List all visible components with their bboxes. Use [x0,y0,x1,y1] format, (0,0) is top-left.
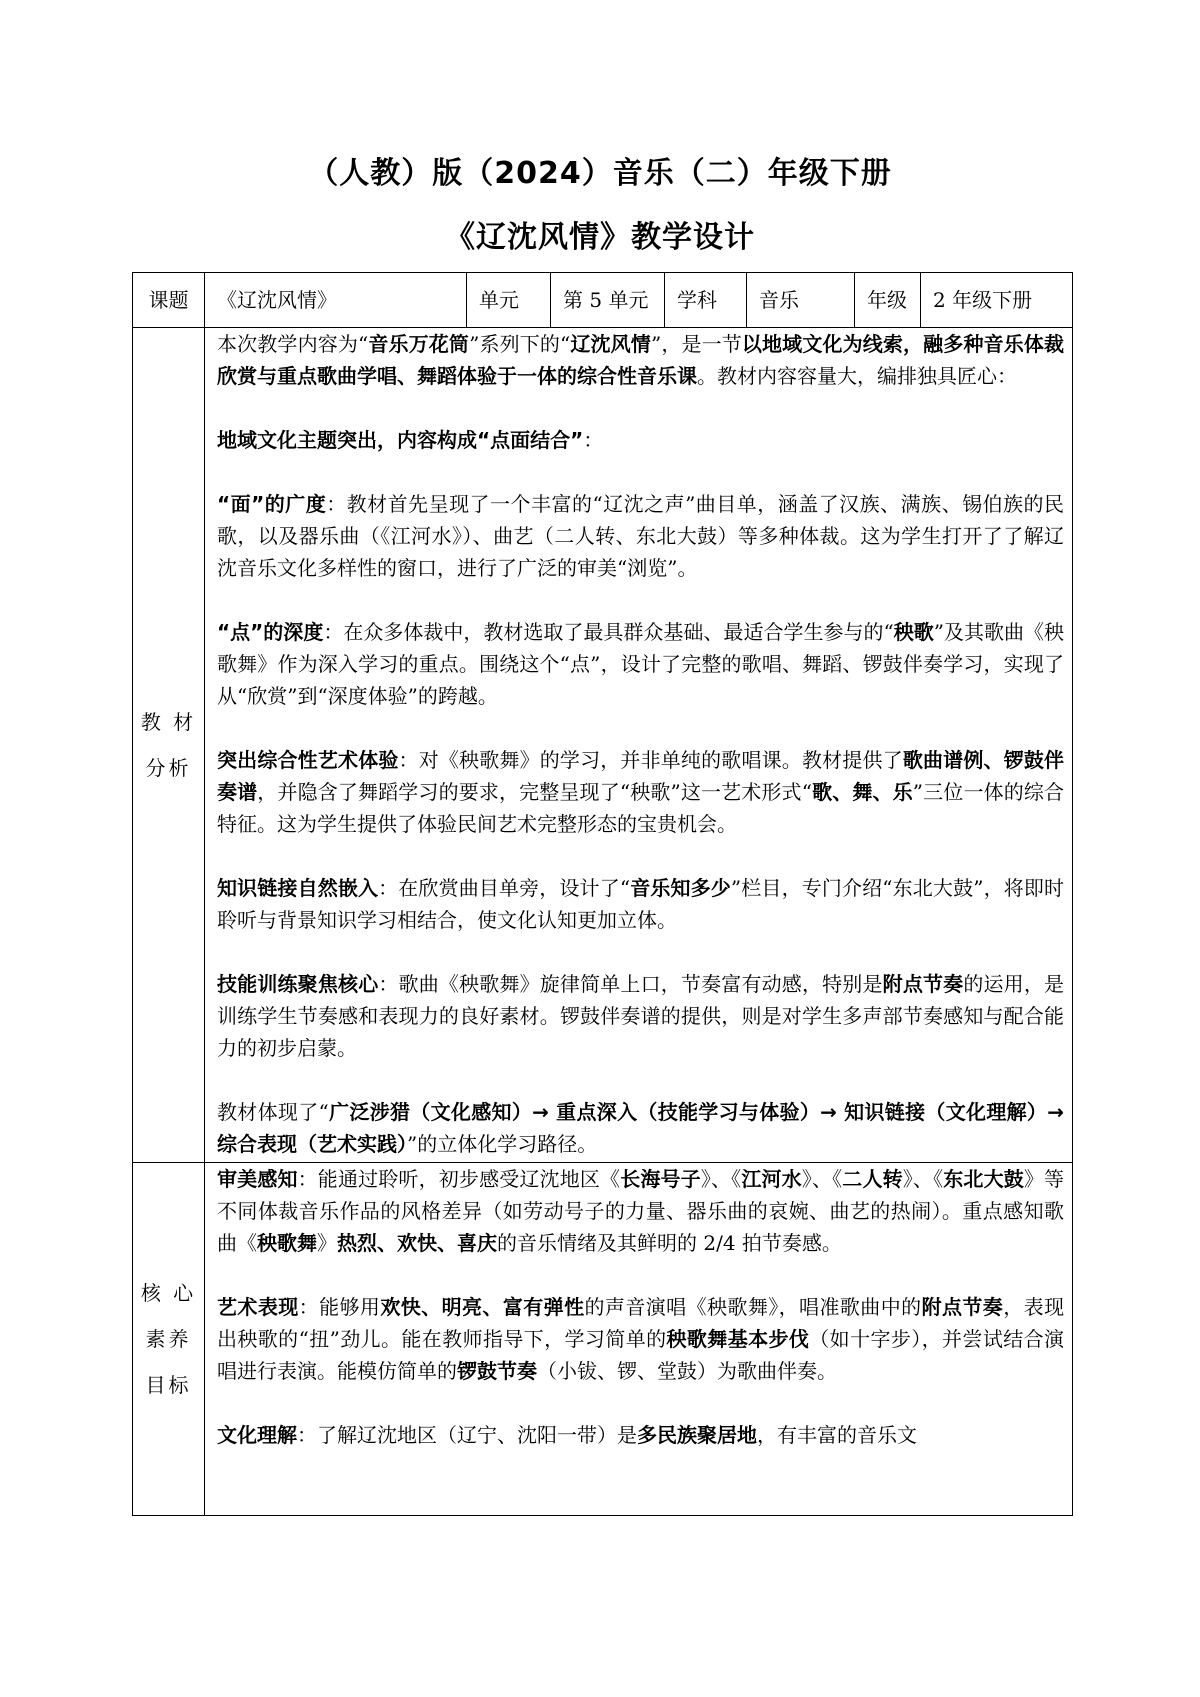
paragraph [217,1419,1064,1451]
paragraph [217,968,1064,1064]
material-analysis-row [133,328,1073,1163]
text-run: ，表现出秧歌的“扭”劲儿。能在教师指导下，学习简单的 [217,1295,1065,1351]
paragraph [217,488,1064,584]
paragraph [217,1163,1064,1259]
text-run: ：在欣赏曲目单旁，设计了“ [378,876,631,900]
text-run: ：对《秧歌舞》的学习，并非单纯的歌唱课。教材提供了 [398,748,903,772]
bold-text-run: 锣鼓节奏 [457,1359,537,1383]
bold-text-run: 技能训练聚焦核心 [217,972,379,996]
paragraph [217,328,1064,392]
topic-label: 课题 [133,273,205,328]
text-run: ：在众多体裁中，教材选取了最具群众基础、最适合学生参与的“ [323,620,894,644]
bold-text-run: 欢快、明亮、富有弹性 [380,1295,585,1319]
bold-text-run: 地域文化主题突出，内容构成“点面结合” [217,428,584,452]
subject-label: 学科 [665,273,747,328]
subject-value: 音乐 [747,273,855,328]
bold-text-run: 突出综合性艺术体验 [217,748,399,772]
bold-text-run: “点”的深度 [217,620,324,644]
bold-text-run: 歌、舞、乐 [811,780,913,804]
text-run: ”及其歌曲《秧歌舞》作为深入学习的重点。围绕这个“点”，设计了完整的歌唱、舞蹈、锣鼓伴奏学习，实现了从“欣赏”到“深度体验”的跨越。 [217,620,1065,708]
text-run: 》 [317,1231,337,1255]
bold-text-run: 江河水 [741,1167,802,1191]
text-run: ：教材首先呈现了一个丰富的“辽沈之声”曲目单，涵盖了汉族、满族、锡伯族的民歌，以及器乐曲（《江河水》）、曲艺（二人转、东北大鼓）等多种体裁。这为学生打开了了解辽沈音乐文化多样性的窗口，进行了广泛的审美“浏览”。 [217,492,1064,580]
bold-text-run: “面”的广度 [217,492,327,516]
core-literacy-content [205,1163,1073,1516]
bold-text-run: 附点节奏 [921,1295,1004,1319]
core-label-line: 核 心 [140,1281,197,1305]
text-run: ”三位一体的综合特征。这为学生提供了体验民间艺术完整形态的宝贵机会。 [217,780,1065,836]
text-run: ：歌曲《秧歌舞》旋律简单上口，节奏富有动感，特别是 [378,972,883,996]
text-run: ，并隐含了舞蹈学习的要求，完整呈现了“秧歌”这一艺术形式“ [257,780,812,804]
bold-text-run: 秧歌 [893,620,934,644]
text-run: 》、《 [700,1167,742,1191]
text-run: ”的立体化学习路径。 [407,1132,598,1156]
material-analysis-label [133,328,205,1163]
core-label-line: 目标 [145,1373,192,1397]
text-run: 的运用，是训练学生节奏感和表现力的良好素材。锣鼓伴奏谱的提供，则是对学生多声部节奏感知与配合能力的初步启蒙。 [217,972,1065,1060]
text-run: ”，是一节 [650,332,742,356]
text-run: 的声音演唱《秧歌舞》，唱准歌曲中的 [584,1295,922,1319]
paragraph [217,616,1064,712]
bold-text-run: 歌曲谱例、锣鼓伴奏谱 [217,748,1065,804]
text-run: 》、《 [801,1167,843,1191]
bold-text-run: 以地域文化为线索，融多种音乐体裁欣赏与重点歌曲学唱、舞蹈体验于一体的综合性音乐课 [217,332,1065,388]
text-run: （小钹、锣、堂鼓）为歌曲伴奏。 [537,1359,837,1383]
page-subtitle: 《辽沈风情》教学设计 [445,220,755,255]
bold-text-run: 广泛涉猎（文化感知）→ 重点深入（技能学习与体验）→ 知识链接（文化理解）→ 综合表现（艺术实践） [217,1100,1064,1156]
text-run: 》、《 [902,1167,944,1191]
bold-text-run: 秧歌舞基本步伐 [666,1327,810,1351]
bold-text-run: 附点节奏 [882,972,964,996]
bold-text-run: 音乐知多少 [630,876,731,900]
grade-value: 2 年级下册 [921,273,1073,328]
paragraph [217,744,1064,840]
paragraph [217,1291,1064,1387]
text-run: ”栏目，专门介绍“东北大鼓”，将即时聆听与背景知识学习相结合，使文化认知更加立体。 [217,876,1064,932]
text-run: 的音乐情绪及其鲜明的 2/4 拍节奏感。 [497,1231,842,1255]
topic-value: 《辽沈风情》 [205,273,467,328]
core-label-line: 素养 [145,1327,192,1351]
text-run: ”系列下的“ [469,332,571,356]
grade-label: 年级 [855,273,921,328]
text-run: 教材体现了“ [217,1100,329,1124]
bold-text-run: 艺术表现 [217,1295,299,1319]
material-label-line: 分析 [145,756,192,780]
bold-text-run: 东北大鼓 [943,1167,1024,1191]
paragraph [217,424,1064,456]
text-run: ：能够用 [298,1295,381,1319]
bold-text-run: 二人转 [842,1167,903,1191]
bold-text-run: 多民族聚居地 [637,1423,757,1447]
text-run: ：了解辽沈地区（辽宁、沈阳一带）是 [297,1423,637,1447]
core-literacy-label [133,1163,205,1516]
paragraph [217,1096,1064,1160]
page-title: （人教）版（2024）音乐（二）年级下册 [308,156,892,191]
text-run: 。教材内容容量大，编排独具匠心： [697,364,1017,388]
bold-text-run: 辽沈风情 [570,332,651,356]
bold-text-run: 秧歌舞 [257,1231,317,1255]
header-row [133,273,1073,328]
bold-text-run: 审美感知 [217,1167,298,1191]
material-label-line: 教 材 [140,710,197,734]
core-literacy-row [133,1163,1073,1516]
unit-label: 单元 [467,273,551,328]
text-run: 本次教学内容为“ [217,332,369,356]
bold-text-run: 知识链接自然嵌入 [217,876,379,900]
lesson-plan-table [132,272,1073,1516]
text-run: 》等不同体裁音乐作品的风格差异（如劳动号子的力量、器乐曲的哀婉、曲艺的热闹）。重点感知歌曲《 [217,1167,1065,1255]
text-run: （如十字步），并尝试结合演唱进行表演。能模仿简单的 [217,1327,1065,1383]
text-run: ，有丰富的音乐文 [757,1423,917,1447]
unit-value: 第 5 单元 [551,273,665,328]
bold-text-run: 音乐万花筒 [368,332,470,356]
bold-text-run: 文化理解 [217,1423,297,1447]
paragraph [217,872,1064,936]
bold-text-run: 长海号子 [620,1167,701,1191]
text-run: ：能通过聆听，初步感受辽沈地区《 [297,1167,621,1191]
bold-text-run: 热烈、欢快、喜庆 [337,1231,497,1255]
text-run: ： [583,428,604,452]
material-analysis-content [205,328,1073,1163]
